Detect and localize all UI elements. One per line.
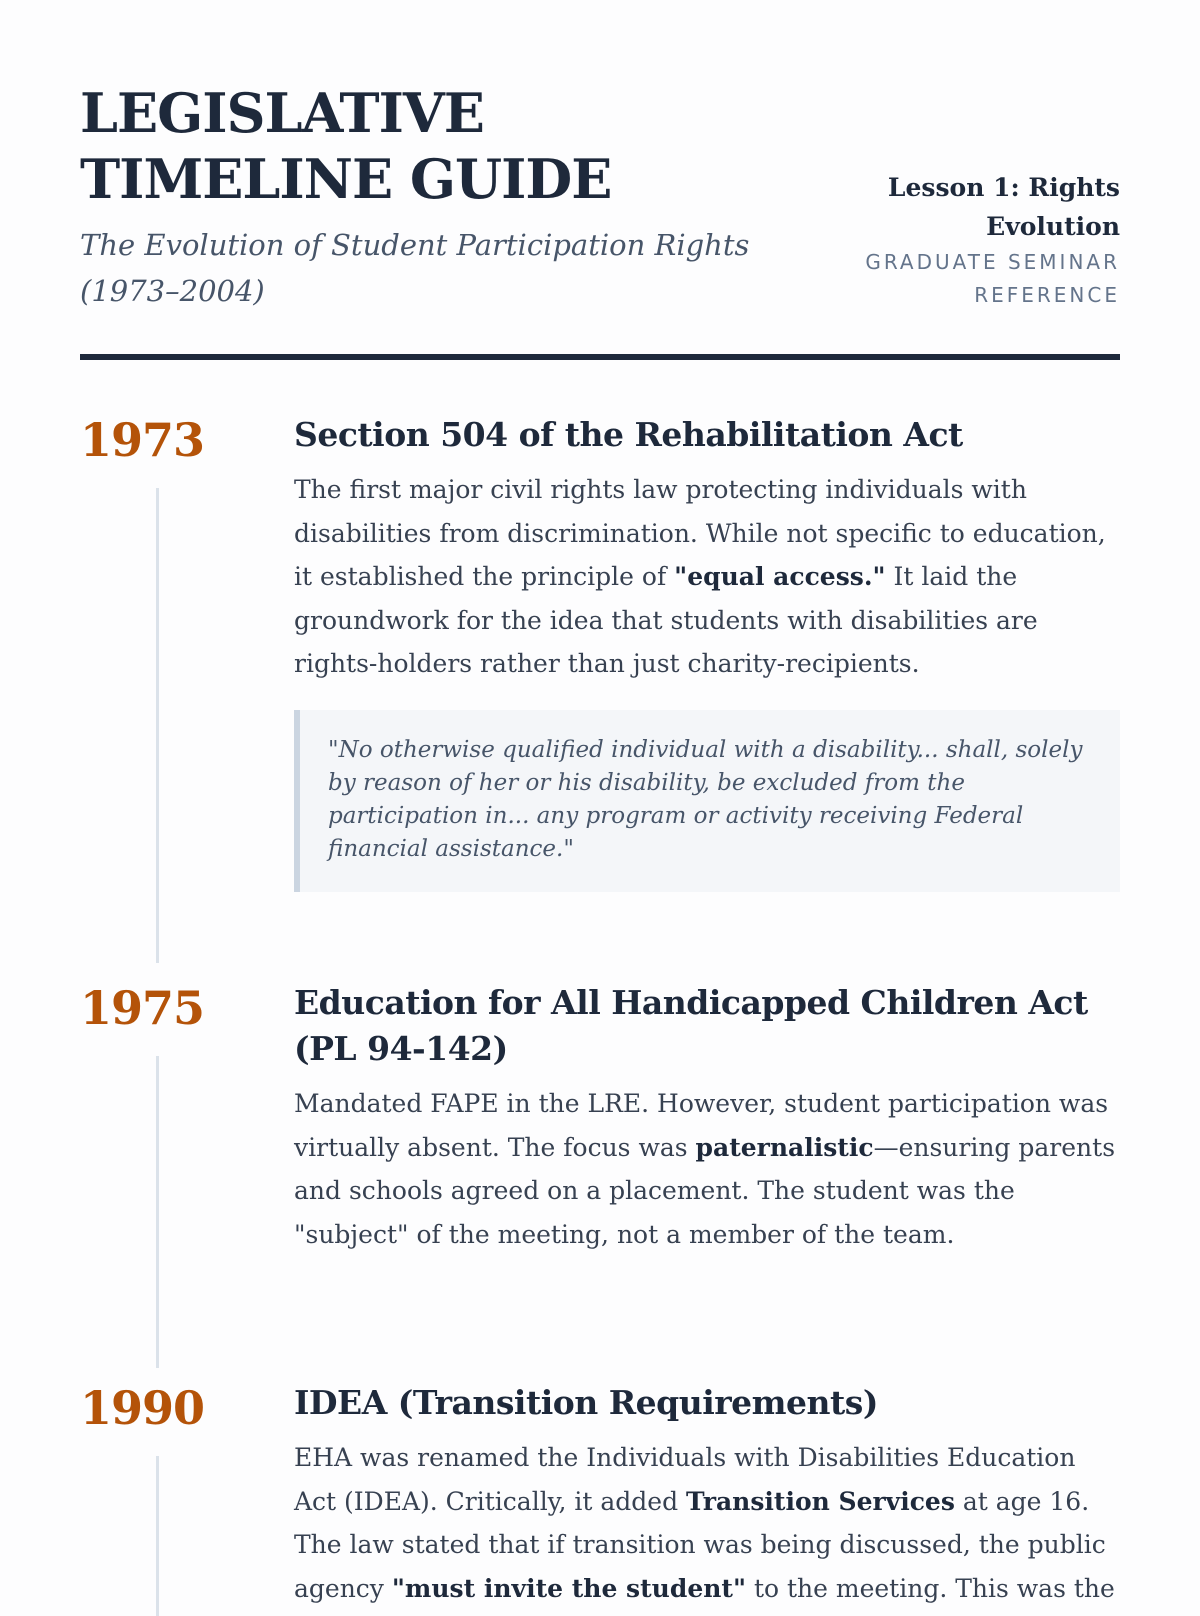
body-text: Mandated FAPE in the LRE. However, student participation was virtually absent. The focus was [294,1089,1109,1162]
entry-heading: Section 504 of the Rehabilitation Act [294,415,963,454]
body-text: It laid the groundwork for the idea that students with disabilities are rights-holders rather than just charity-recipients. [294,562,1038,678]
title-line-2: TIMELINE GUIDE [80,147,612,211]
entry-year: 1990 [80,1381,205,1435]
entry-body [294,468,1120,686]
seminar-label: GRADUATE SEMINAR REFERENCE [865,250,1120,307]
entry-year: 1973 [80,413,205,467]
body-emphasis: "must invite the student" [391,1573,746,1603]
body-text: to the meeting. This was the [746,1573,1115,1603]
body-emphasis: paternalistic [695,1132,874,1162]
lesson-meta [820,168,1120,312]
lesson-label: Lesson 1: Rights Evolution [887,173,1120,241]
body-text: at age 16. The law stated that if transition was being discussed, the public agency [294,1486,1106,1603]
entry-content [294,1380,1120,1610]
body-text: —ensuring parents and schools agreed on a placement. The student was the "subject" of the meeting, not a member of the team. [294,1132,1116,1249]
entry-content [294,412,1120,892]
document-header [80,80,1120,360]
body-emphasis: Transition Services [686,1486,955,1516]
entry-heading: Education for All Handicapped Children Act (PL 94-142) [294,983,1088,1068]
statute-quote: "No otherwise qualified individual with a disability... shall, solely by reason of her or his disability, be excluded from the participation in... any program or activity receiving Federal financial assistance." [294,710,1120,892]
document-subtitle: The Evolution of Student Participation Rights (1973–2004) [80,228,750,308]
header-divider [80,354,1120,360]
entry-year: 1975 [80,981,205,1035]
entry-content [294,980,1120,1256]
entry-heading: IDEA (Transition Requirements) [294,1383,878,1422]
document-title [80,80,780,212]
timeline-line [156,1456,159,1616]
timeline-line [156,488,159,963]
body-emphasis: "equal access." [674,562,886,591]
entry-body [294,1082,1120,1256]
timeline-line [156,1056,159,1368]
body-text: EHA was renamed the Individuals with Disabilities Education Act (IDEA). Critically, it added [294,1443,1076,1516]
body-text: The first major civil rights law protecting individuals with disabilities from discrimination. While not specific to education, it established the principle of [294,475,1106,591]
entry-body [294,1436,1120,1610]
title-line-1: LEGISLATIVE [80,81,484,145]
